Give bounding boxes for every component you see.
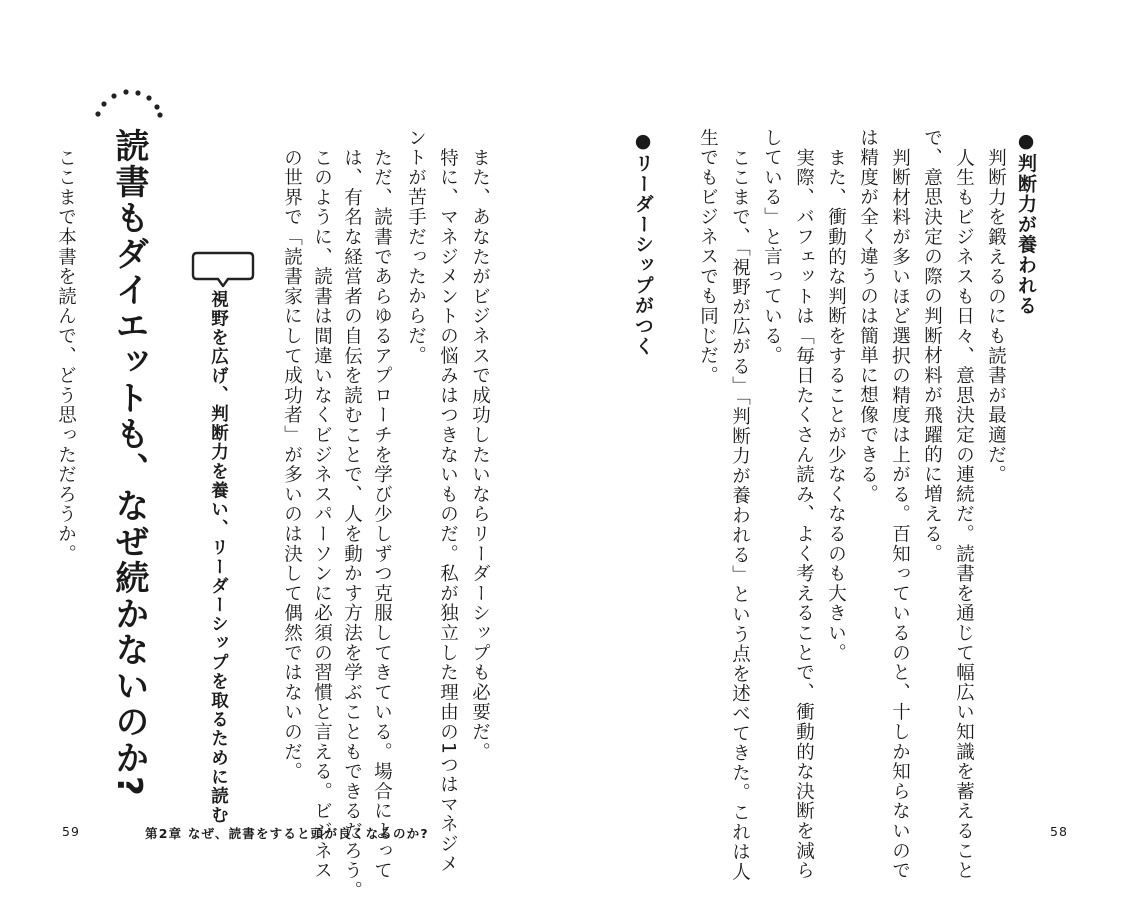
body-line: の世界で「読書家にして成功者」が多いのは決して偶然ではないのだ。 bbox=[281, 148, 303, 782]
body-line: 特に、マネジメントの悩みはつきないものだ。私が独立した理由の1つはマネジメ bbox=[437, 148, 459, 874]
body-line: 判断力を鍛えるのにも読書が最適だ。 bbox=[985, 148, 1007, 485]
section-heading-leadership: ●リーダーシップがつく bbox=[632, 130, 654, 357]
page-number-right: 58 bbox=[1050, 824, 1068, 839]
body-line: している」と言っている。 bbox=[761, 128, 783, 366]
callout-heading: 視野を広げ、判断力を養い、リーダーシップを取るために読む bbox=[208, 290, 229, 825]
body-line: また、あなたがビジネスで成功したいならリーダーシップも必要だ。 bbox=[469, 148, 491, 762]
body-line: で、意思決定の際の判断材料が飛躍的に増える。 bbox=[921, 128, 943, 564]
decorative-dot-arc-icon bbox=[92, 84, 164, 120]
speech-bubble-icon bbox=[190, 250, 256, 290]
body-line: 生でもビジネスでも同じだ。 bbox=[697, 128, 719, 386]
body-line: このように、読書は間違いなくビジネスパーソンに必須の習慣と言える。ビジネス bbox=[311, 148, 333, 881]
body-line: は、有名な経営者の自伝を読むことで、人を動かす方法を学ぶこともできるだろう。 bbox=[341, 148, 363, 900]
body-line: 判断材料が多いほど選択の精度は上がる。百知っているのと、十しか知らないので bbox=[889, 148, 911, 881]
chapter-lead: ここまで本書を読んで、どう思っただろうか。 bbox=[55, 148, 77, 564]
chapter-title: 読書もダイエットも、なぜ続かないのか? bbox=[109, 128, 149, 798]
body-line: は精度が全く違うのは簡単に想像できる。 bbox=[857, 128, 879, 505]
page-number-left: 59 bbox=[62, 824, 80, 839]
body-line: また、衝動的な判断をすることが少なくなるのも大きい。 bbox=[825, 148, 847, 663]
running-head: 第2章 なぜ、読書をすると頭が良くなるのか? bbox=[145, 826, 429, 841]
body-line: 人生もビジネスも日々、意思決定の連続だ。読書を通じて幅広い知識を蓄えること bbox=[953, 148, 975, 881]
body-line: ここまで、「視野が広がる」「判断力が養われる」という点を述べてきた。これは人 bbox=[729, 148, 751, 882]
body-line: ただ、読書であらゆるアプローチを学び少しずつ克服してきている。場合によって bbox=[371, 148, 393, 881]
section-heading-judgment: ●判断力が養われる bbox=[1015, 130, 1037, 316]
body-line: ントが苦手だったからだ。 bbox=[405, 128, 427, 366]
body-line: 実際、バフェットは「毎日たくさん読み、よく考えることで、衝動的な決断を減ら bbox=[793, 148, 815, 881]
